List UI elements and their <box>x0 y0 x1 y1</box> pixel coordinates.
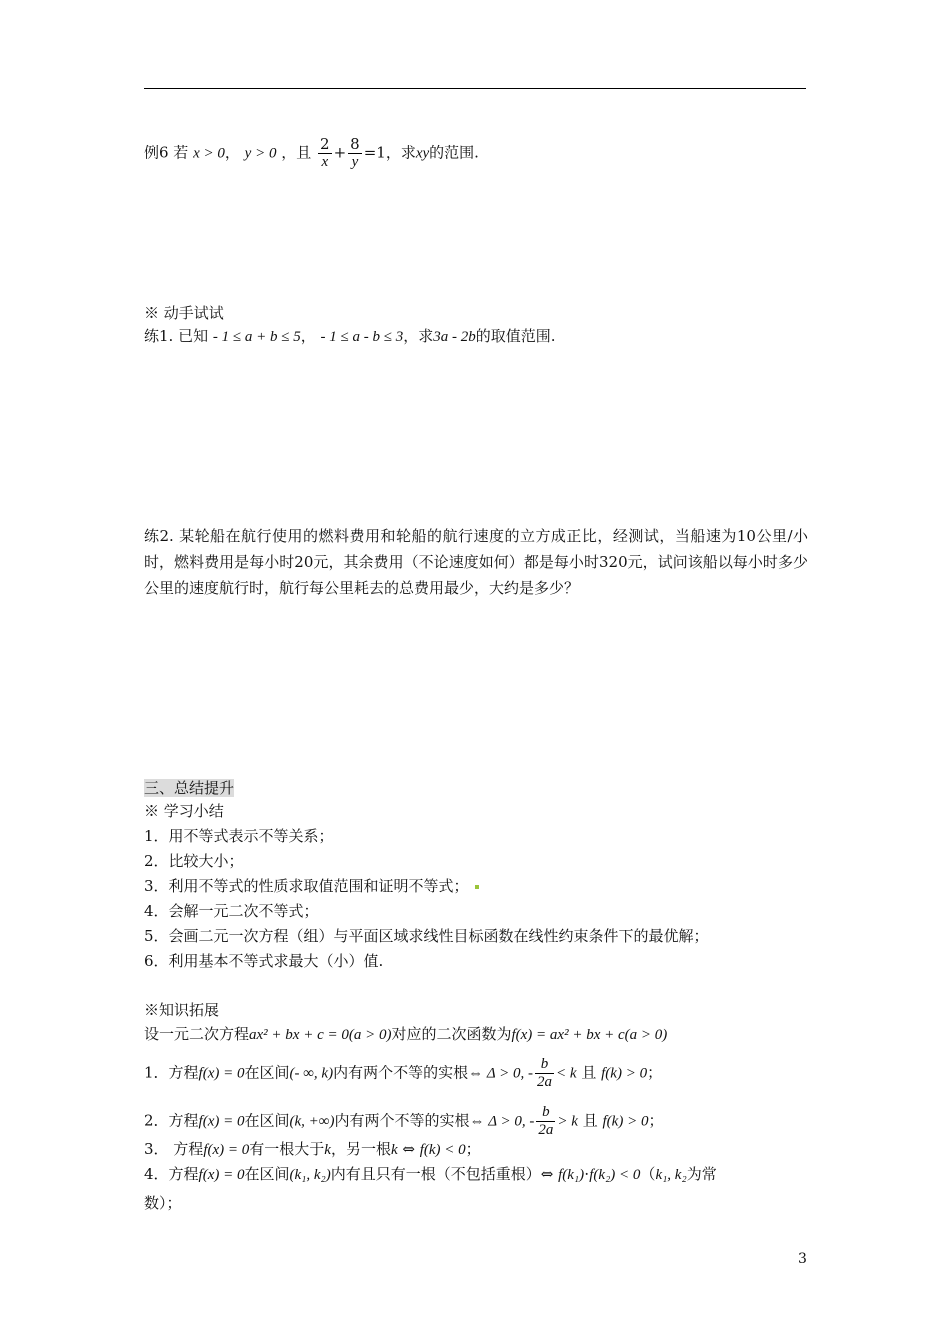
header-rule <box>144 88 806 89</box>
page-number: 3 <box>798 1251 807 1267</box>
extension-rule-2: 2．方程f(x) = 0在区间(k, +∞)内有两个不等的实根⇔ Δ > 0, - $\frac{b}{2a}$ > k 且 f(k) > 0； <box>144 1104 664 1138</box>
extension-rule-1: 1．方程f(x) = 0在区间(- ∞, k)内有两个不等的实根⇔ Δ > 0, - $\frac{b}{2a}$ < k 且 f(k) > 0； <box>144 1056 663 1090</box>
summary-subtitle: ※ 学习小结 <box>144 802 224 820</box>
summary-item: 4．会解一元二次不等式； <box>144 902 319 920</box>
example-6: 例6 若 x > 0， y > 0 ，且 $\frac{2}{x}$ + $\frac{8}{y}$ =1，求xy的范围. <box>144 135 479 170</box>
fraction-8-over-y: $\frac{8}{y}$ <box>350 135 360 170</box>
extension-title: ※知识拓展 <box>144 1001 220 1019</box>
summary-title: 三、总结提升 <box>144 779 235 797</box>
summary-item: 5．会画二元一次方程（组）与平面区域求线性目标函数在线性约束条件下的最优解； <box>144 927 709 945</box>
summary-item: 2．比较大小； <box>144 852 244 870</box>
summary-item: 6．利用基本不等式求最大（小）值. <box>144 952 384 970</box>
exercise-1: 练1. 已知 - 1 ≤ a + b ≤ 5， - 1 ≤ a - b ≤ 3，求3a - 2b的取值范围. <box>144 327 556 345</box>
green-dot-mark <box>475 885 479 889</box>
fraction-2-over-x: $\frac{2}{x}$ <box>320 135 330 170</box>
extension-rule-3: 3． 方程f(x) = 0有一根大于k，另一根k ⇔ f(k) < 0； <box>144 1140 481 1158</box>
extension-intro: 设一元二次方程ax² + bx + c = 0(a > 0)对应的二次函数为f(x) = ax² + bx + c(a > 0) <box>144 1025 668 1043</box>
summary-item: 1．用不等式表示不等关系； <box>144 827 334 845</box>
extension-rule-4-continued: 数）； <box>144 1194 182 1212</box>
summary-item: 3．利用不等式的性质求取值范围和证明不等式； <box>144 876 479 896</box>
extension-rule-4: 4．方程f(x) = 0在区间(k₁, k₂)内有且只有一根（不包括重根）⇔ f(k₁)⋅f(k₂) < 0（k₁, k₂为常 <box>144 1165 717 1183</box>
fraction-b-over-2a: $\frac{b}{2a}$ <box>537 1056 553 1090</box>
fraction-b-over-2a: $\frac{b}{2a}$ <box>538 1104 554 1138</box>
try-heading: ※ 动手试试 <box>144 304 224 322</box>
exercise-2: 练2. 某轮船在航行使用的燃料费用和轮船的航行速度的立方成正比，经测试，当船速为10公里/小时，燃料费用是每小时20元，其余费用（不论速度如何）都是每小时320元，试问该船以每小时多少公里的速度航行时，航行每公里耗去的总费用最少，大约是多少？ <box>144 527 808 597</box>
